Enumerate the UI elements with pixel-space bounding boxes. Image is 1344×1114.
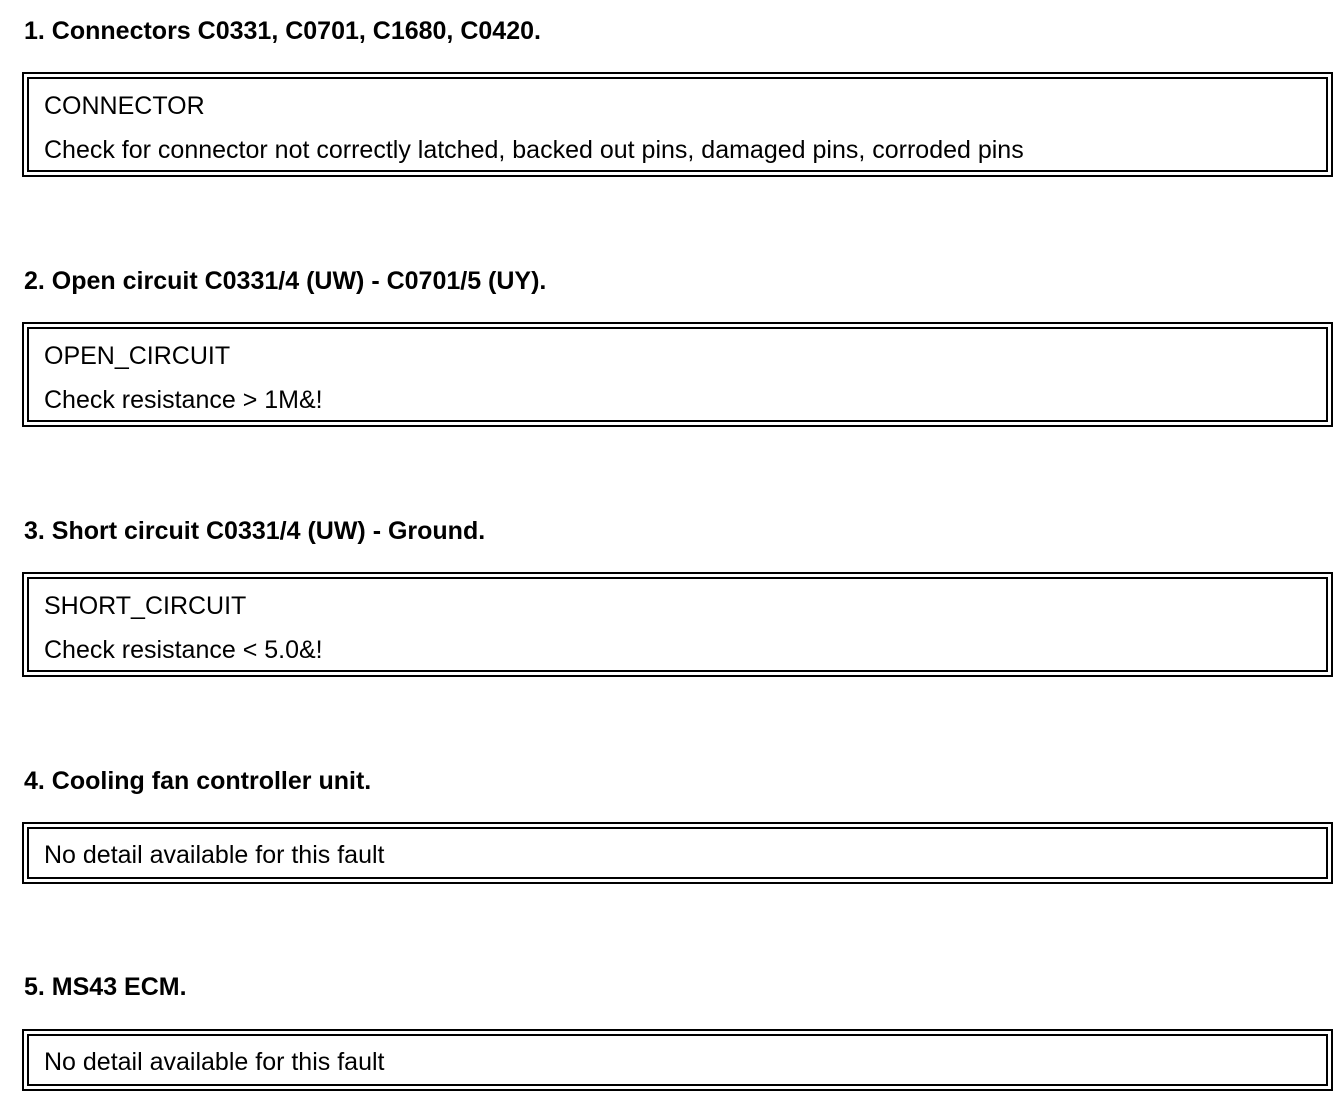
step-4-detail-text: No detail available for this fault — [44, 841, 385, 869]
step-2-heading: 2. Open circuit C0331/4 (UW) - C0701/5 (UY). — [24, 267, 547, 295]
step-4-heading: 4. Cooling fan controller unit. — [24, 767, 372, 795]
step-2-detail-box — [22, 322, 1333, 427]
step-2-detail-text: Check resistance > 1M&! — [44, 386, 323, 414]
step-3-detail-box — [22, 572, 1333, 677]
step-1-detail-title: CONNECTOR — [44, 92, 205, 120]
step-5-detail-box — [22, 1029, 1333, 1091]
step-5-detail-text: No detail available for this fault — [44, 1048, 385, 1076]
step-3-detail-text: Check resistance < 5.0&! — [44, 636, 323, 664]
step-5-heading: 5. MS43 ECM. — [24, 973, 187, 1001]
step-4-detail-box — [22, 822, 1333, 884]
step-2-detail-title: OPEN_CIRCUIT — [44, 342, 231, 370]
step-3-heading: 3. Short circuit C0331/4 (UW) - Ground. — [24, 517, 486, 545]
step-1-detail-box — [22, 72, 1333, 177]
step-3-detail-title: SHORT_CIRCUIT — [44, 592, 247, 620]
step-1-detail-text: Check for connector not correctly latched, backed out pins, damaged pins, corroded pins — [44, 136, 1024, 164]
step-1-heading: 1. Connectors C0331, C0701, C1680, C0420. — [24, 17, 541, 45]
